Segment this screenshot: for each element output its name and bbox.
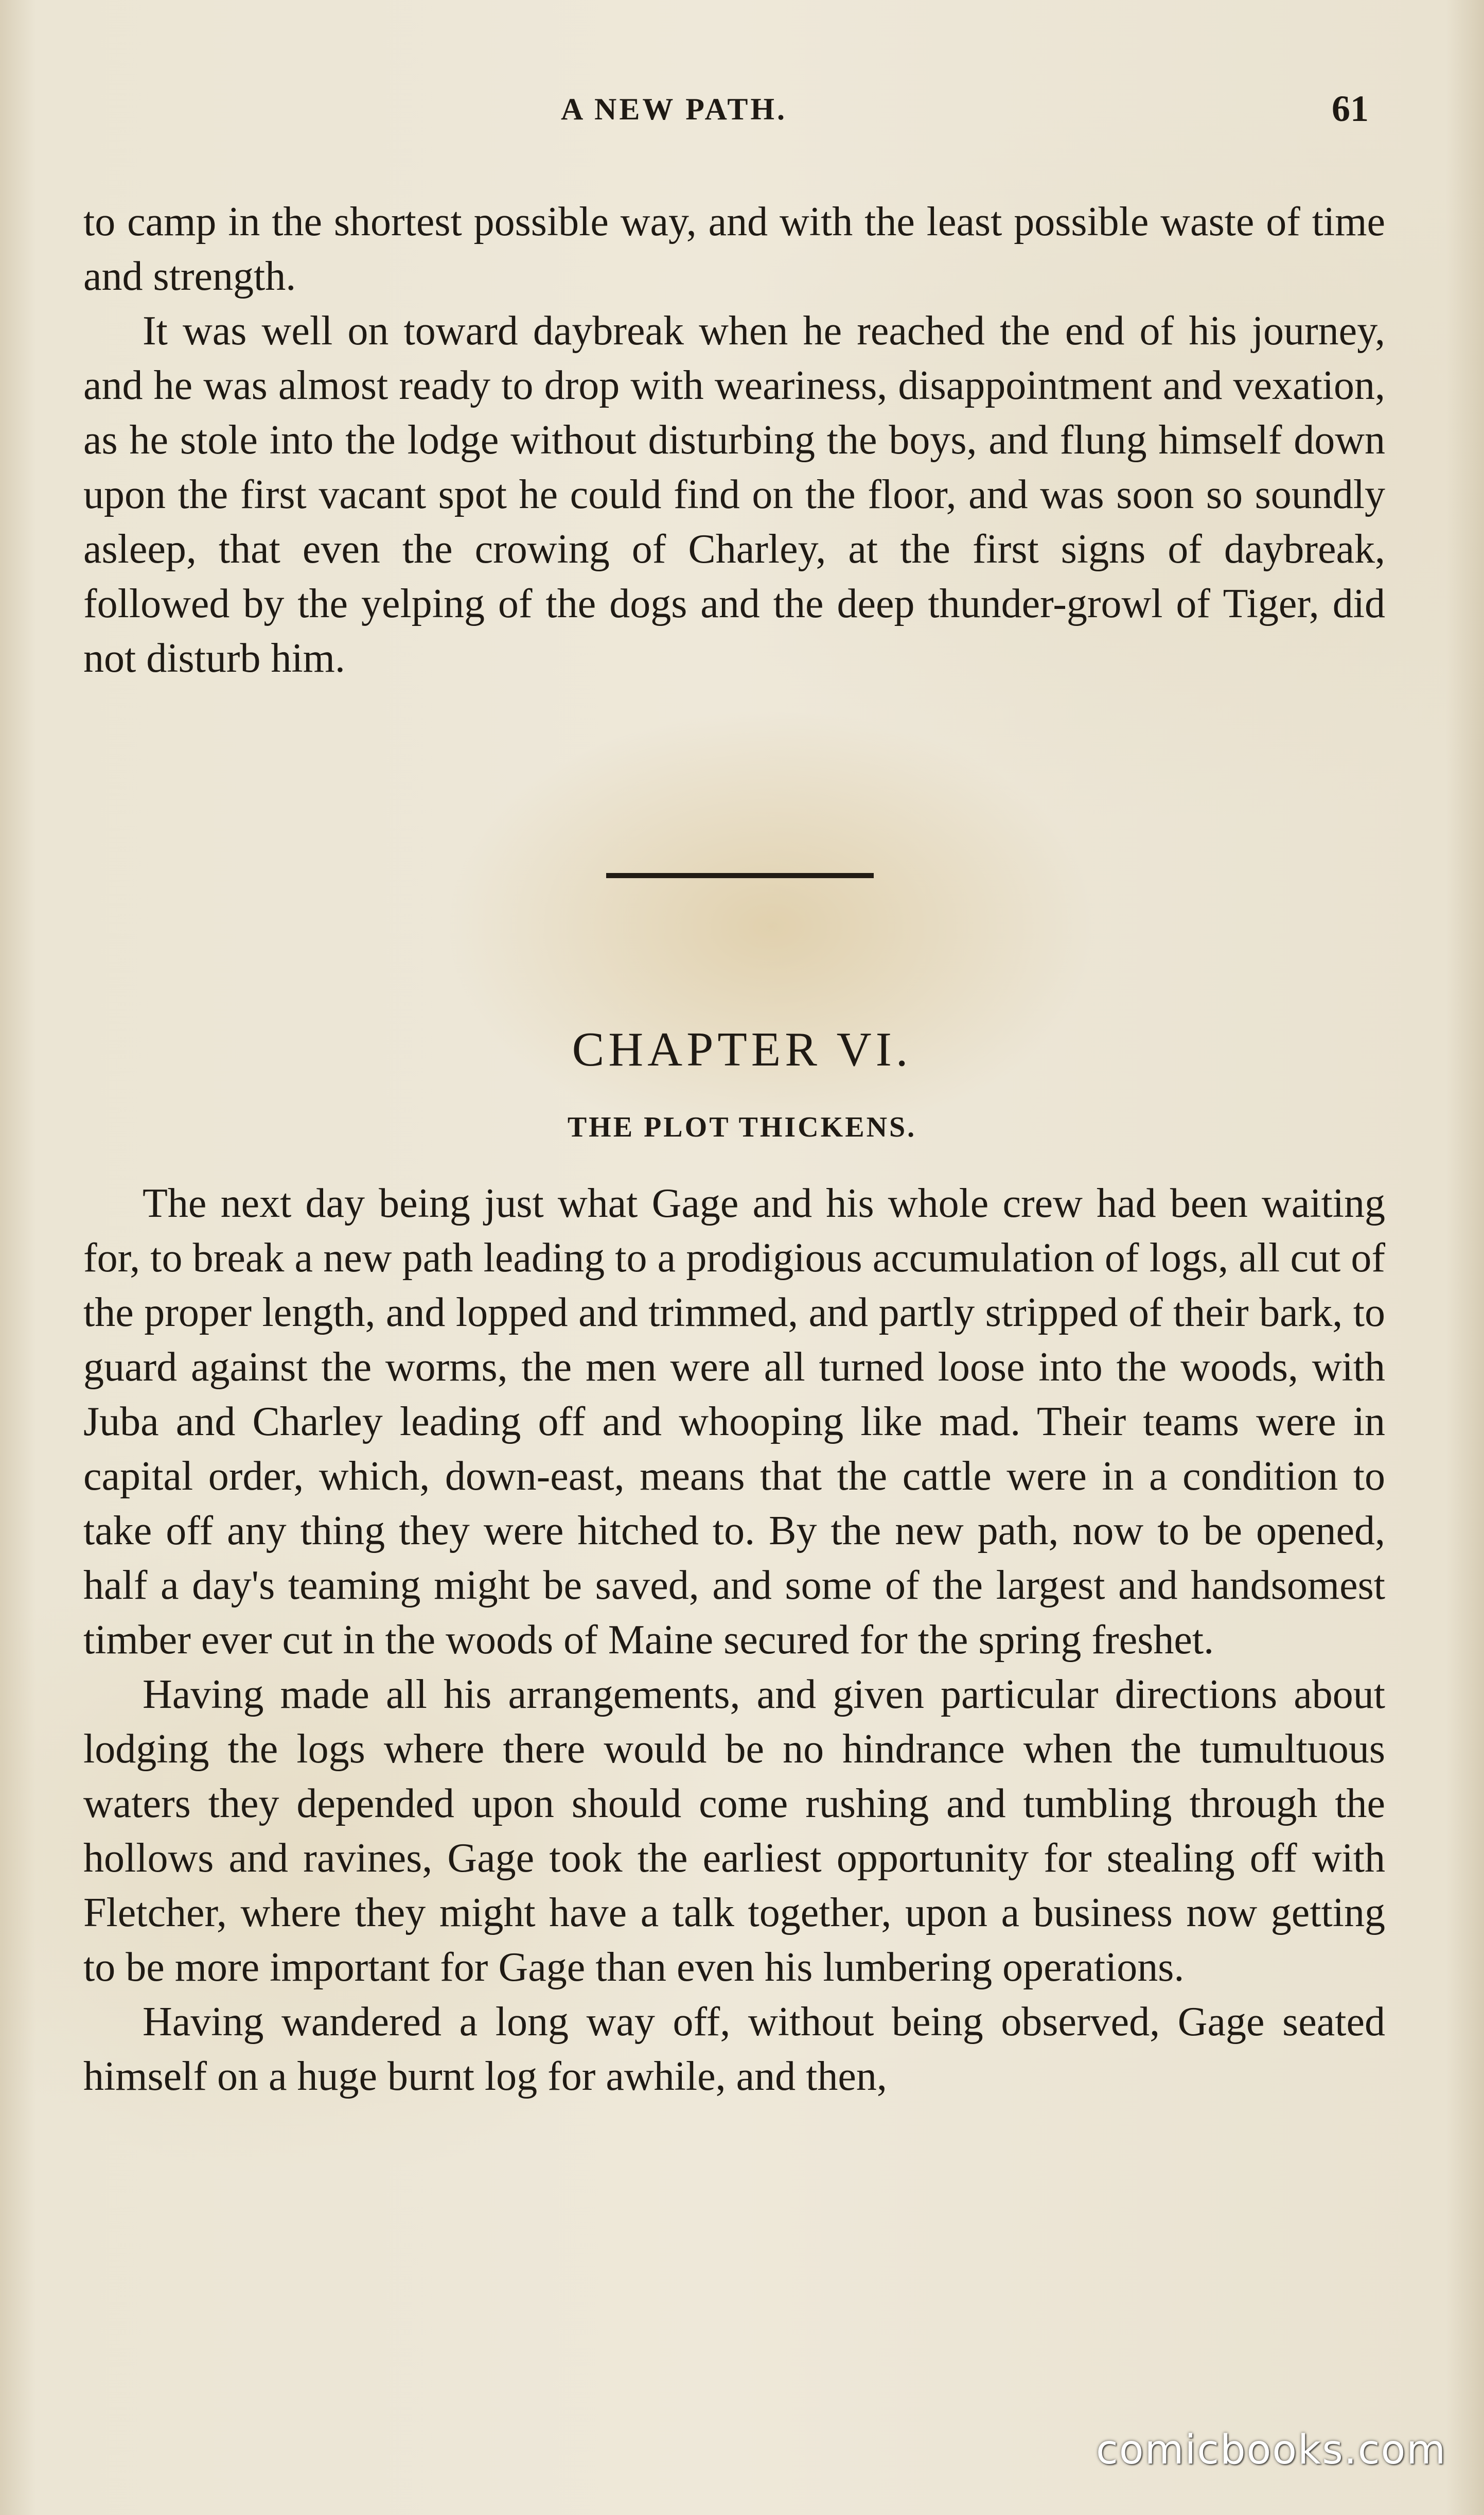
text-block-top	[83, 195, 1385, 686]
page-number: 61	[1332, 88, 1369, 129]
paragraph: It was well on toward daybreak when he reached the end of his journey, and he was almost ready to drop with weariness, disappointment and vexation, as he stole into the lodge without disturbing the boys, and flung himself down upon the first vacant spot he could find on the floor, and was soon so soundly asleep, that even the crowing of Charley, at the first signs of daybreak, followed by the yelping of the dogs and the deep thunder-growl of Tiger, did not disturb him.	[83, 308, 1385, 681]
chapter-title: CHAPTER VI.	[572, 1023, 912, 1076]
paragraph: to camp in the shortest possible way, and with the least possible waste of time and strength.	[83, 199, 1385, 299]
paragraph: The next day being just what Gage and his whole crew had been waiting for, to break a new path leading to a prodigious accumulation of logs, all cut of the proper length, and lopped and trimmed, and partly stripped of their bark, to guard against the worms, the men were all turned loose into the woods, with Juba and Charley leading off and whooping like mad. Their teams were in capital order, which, down-east, means that the cattle were in a condition to take off any thing they were hitched to. By the new path, now to be opened, half a day's teaming might be saved, and some of the largest and handsomest timber ever cut in the woods of Maine secured for the spring freshet.	[83, 1181, 1385, 1663]
chapter-subtitle: THE PLOT THICKENS.	[567, 1111, 917, 1143]
text-block-bottom	[83, 1176, 1385, 2104]
paragraph: Having made all his arrangements, and given particular directions about lodging the logs where there would be no hindrance when the tumultuous waters they depended upon should come rushing and tumbling through the hollows and ravines, Gage took the earliest opportunity for stealing off with Fletcher, where they might have a talk together, upon a business now getting to be more important for Gage than even his lumbering operations.	[83, 1672, 1385, 1990]
section-divider	[606, 873, 874, 878]
running-head: A NEW PATH.	[561, 92, 788, 126]
watermark: comicbooks.com	[1096, 2427, 1447, 2473]
paragraph: Having wandered a long way off, without being observed, Gage seated himself on a huge burnt log for awhile, and then,	[83, 1999, 1385, 2099]
